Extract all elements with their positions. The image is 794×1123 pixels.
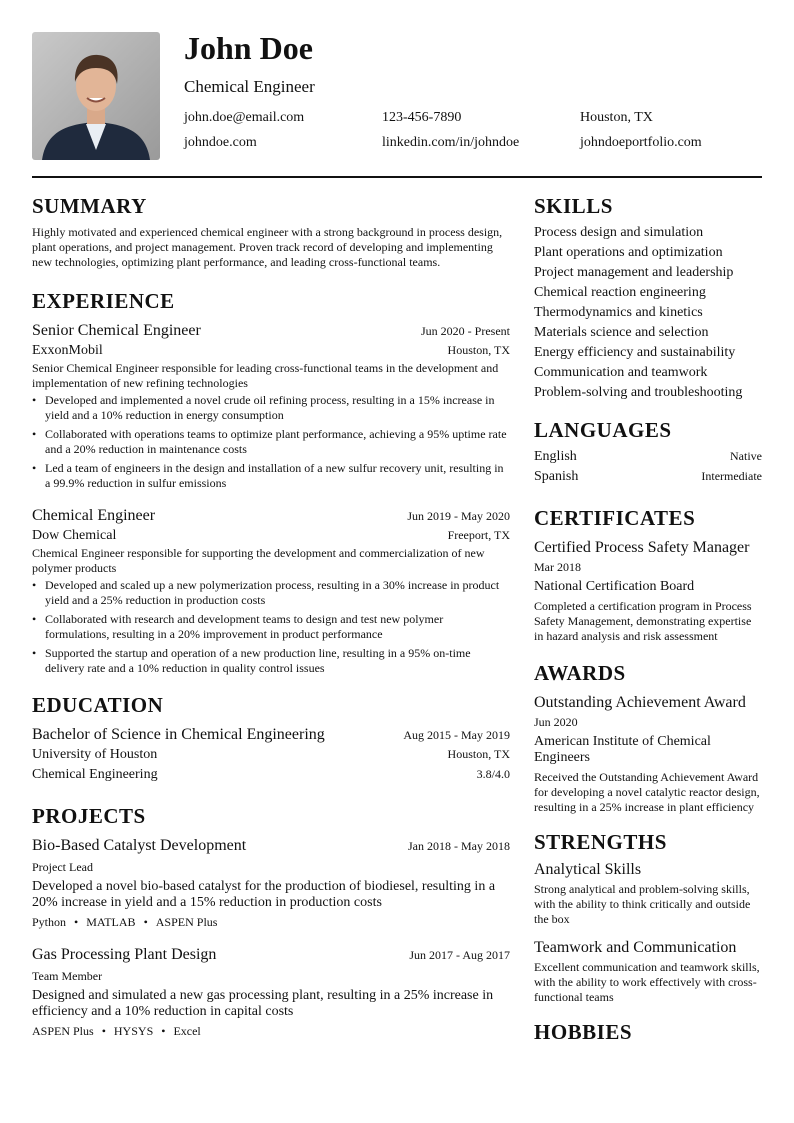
project-dates: Jun 2017 - Aug 2017: [409, 948, 510, 962]
education-field: Chemical Engineering: [32, 767, 158, 782]
contact-website[interactable]: johndoe.com: [184, 135, 257, 150]
contact-phone[interactable]: 123-456-7890: [382, 110, 462, 125]
skill-item: Process design and simulation: [534, 225, 704, 240]
language-name: English: [534, 449, 577, 464]
skill-item: Materials science and selection: [534, 325, 709, 340]
job-bullet: • Developed and scaled up a new polymerization process, resulting in a 30% increase in product yield and a 25% reduction in production costs: [32, 578, 510, 608]
project-item: [32, 944, 510, 1039]
languages-list: [534, 447, 762, 487]
education-gpa: 3.8/4.0: [476, 767, 510, 781]
skill-item: Project management and leadership: [534, 265, 734, 280]
job-location: Freeport, TX: [447, 528, 510, 542]
left-column: [32, 193, 510, 1039]
right-column: [534, 193, 762, 1045]
certificate-description: Completed a certification program in Process Safety Management, demonstrating expertise in hazard analysis and risk assessment: [534, 599, 752, 643]
project-tag: MATLAB: [86, 915, 136, 929]
strength-description: Excellent communication and teamwork skills, with the ability to work effectively with cross-functional teams: [534, 960, 760, 1004]
education-degree: Bachelor of Science in Chemical Engineering: [32, 726, 325, 743]
project-tag: Python: [32, 915, 67, 929]
strength-item: [534, 859, 762, 927]
project-role: Team Member: [32, 969, 103, 983]
projects-heading: PROJECTS: [32, 804, 146, 828]
project-tag: ASPEN Plus: [155, 915, 218, 929]
hobbies-heading: HOBBIES: [534, 1020, 633, 1044]
project-description: Designed and simulated a new gas processing plant, resulting in a 25% increase in efficiency and a 10% reduction in capital costs: [32, 988, 494, 1019]
contact-linkedin[interactable]: linkedin.com/in/johndoe: [382, 135, 520, 150]
awards-heading: AWARDS: [534, 661, 626, 685]
certificate-issuer: National Certification Board: [534, 579, 695, 594]
education-heading: EDUCATION: [32, 693, 164, 717]
contact-email[interactable]: john.doe@email.com: [184, 110, 305, 125]
project-name: Gas Processing Plant Design: [32, 946, 217, 963]
job-bullet: • Led a team of engineers in the design and installation of a new sulfur recovery unit, resulting in a 99.9% reduction in sulfur emissions: [32, 461, 510, 491]
header-divider: [32, 176, 762, 178]
project-item: [32, 835, 510, 930]
job-dates: Jun 2020 - Present: [421, 324, 510, 338]
experience-item: [32, 320, 510, 491]
project-description: Developed a novel bio-based catalyst for the production of biodiesel, resulting in a 20% increase in yield and a 15% reduction in production costs: [32, 879, 496, 910]
certificate-name: Certified Process Safety Manager: [534, 539, 750, 556]
project-role: Project Lead: [32, 860, 93, 874]
project-tag: ASPEN Plus: [32, 1024, 94, 1038]
education-location: Houston, TX: [447, 747, 510, 761]
candidate-name: John Doe: [184, 30, 313, 66]
experience-heading: EXPERIENCE: [32, 289, 175, 313]
skill-item: Communication and teamwork: [534, 365, 708, 380]
certificate-date: Mar 2018: [534, 560, 581, 574]
project-dates: Jan 2018 - May 2018: [408, 839, 510, 853]
contact-portfolio[interactable]: johndoeportfolio.com: [580, 135, 702, 150]
skills-heading: SKILLS: [534, 194, 613, 218]
project-tags: ASPEN Plus • HYSYS • Excel: [32, 1024, 201, 1038]
skill-item: Energy efficiency and sustainability: [534, 345, 736, 360]
skill-item: Chemical reaction engineering: [534, 285, 706, 300]
job-description: Senior Chemical Engineer responsible for leading cross-functional teams in the development and implementation of new refining technologies: [32, 361, 499, 390]
strength-name: Teamwork and Communication: [534, 939, 737, 956]
award-date: Jun 2020: [534, 715, 578, 729]
award-item: [534, 692, 762, 815]
language-level: Intermediate: [701, 469, 762, 483]
job-role: Chemical Engineer: [32, 507, 156, 524]
strength-item: [534, 937, 762, 1005]
award-issuer: American Institute of Chemical Engineers: [534, 734, 711, 765]
languages-heading: LANGUAGES: [534, 418, 672, 442]
project-tag: HYSYS: [113, 1024, 154, 1038]
strength-description: Strong analytical and problem-solving skills, with the ability to think critically and outside the box: [534, 882, 751, 926]
experience-item: [32, 505, 510, 676]
strengths-heading: STRENGTHS: [534, 830, 667, 854]
job-company: Dow Chemical: [32, 528, 117, 543]
job-bullet: • Developed and implemented a novel crude oil refining process, resulting in a 15% increase in yield and a 10% reduction in energy consumption: [32, 393, 510, 423]
profile-photo: [32, 32, 160, 160]
job-bullet: • Supported the startup and operation of a new production line, resulting in a 95% on-time delivery rate and a 10% reduction in quality control issues: [32, 646, 510, 676]
education-item: [32, 724, 510, 785]
job-bullets: [32, 578, 510, 676]
project-tag: Excel: [173, 1024, 201, 1038]
job-bullets: [32, 393, 510, 491]
certificate-item: [534, 537, 762, 644]
job-description: Chemical Engineer responsible for supporting the development and commercialization of new polymer products: [32, 546, 485, 575]
language-level: Native: [730, 449, 762, 463]
candidate-title: Chemical Engineer: [184, 77, 315, 96]
certificates-heading: CERTIFICATES: [534, 506, 696, 530]
contact-location: Houston, TX: [580, 110, 653, 125]
education-dates: Aug 2015 - May 2019: [403, 728, 510, 742]
award-name: Outstanding Achievement Award: [534, 694, 746, 711]
job-bullet: • Collaborated with research and development teams to design and test new polymer formulations, resulting in a 20% improvement in product performance: [32, 612, 510, 642]
job-location: Houston, TX: [447, 343, 510, 357]
language-name: Spanish: [534, 469, 579, 484]
summary-heading: SUMMARY: [32, 194, 147, 218]
education-school: University of Houston: [32, 747, 158, 762]
project-name: Bio-Based Catalyst Development: [32, 837, 247, 854]
skills-list: [534, 223, 762, 403]
job-bullet: • Collaborated with operations teams to optimize plant performance, achieving a 95% uptime rate and a 20% reduction in maintenance costs: [32, 427, 510, 457]
job-role: Senior Chemical Engineer: [32, 322, 201, 339]
project-tags: Python • MATLAB • ASPEN Plus: [32, 915, 218, 929]
summary-text: Highly motivated and experienced chemical engineer with a strong background in process design, plant operations, and project management. Proven track record of developing and implementing new technologies, optimizing plant performance, and leading cross-functional teams.: [32, 225, 503, 269]
job-company: ExxonMobil: [32, 343, 103, 358]
skill-item: Plant operations and optimization: [534, 245, 723, 260]
award-description: Received the Outstanding Achievement Award for developing a novel catalytic reactor design, resulting in a 25% increase in plant efficiency: [534, 770, 760, 814]
skill-item: Problem-solving and troubleshooting: [534, 385, 743, 400]
skill-item: Thermodynamics and kinetics: [534, 305, 703, 320]
strength-name: Analytical Skills: [534, 861, 642, 878]
job-dates: Jun 2019 - May 2020: [407, 509, 510, 523]
